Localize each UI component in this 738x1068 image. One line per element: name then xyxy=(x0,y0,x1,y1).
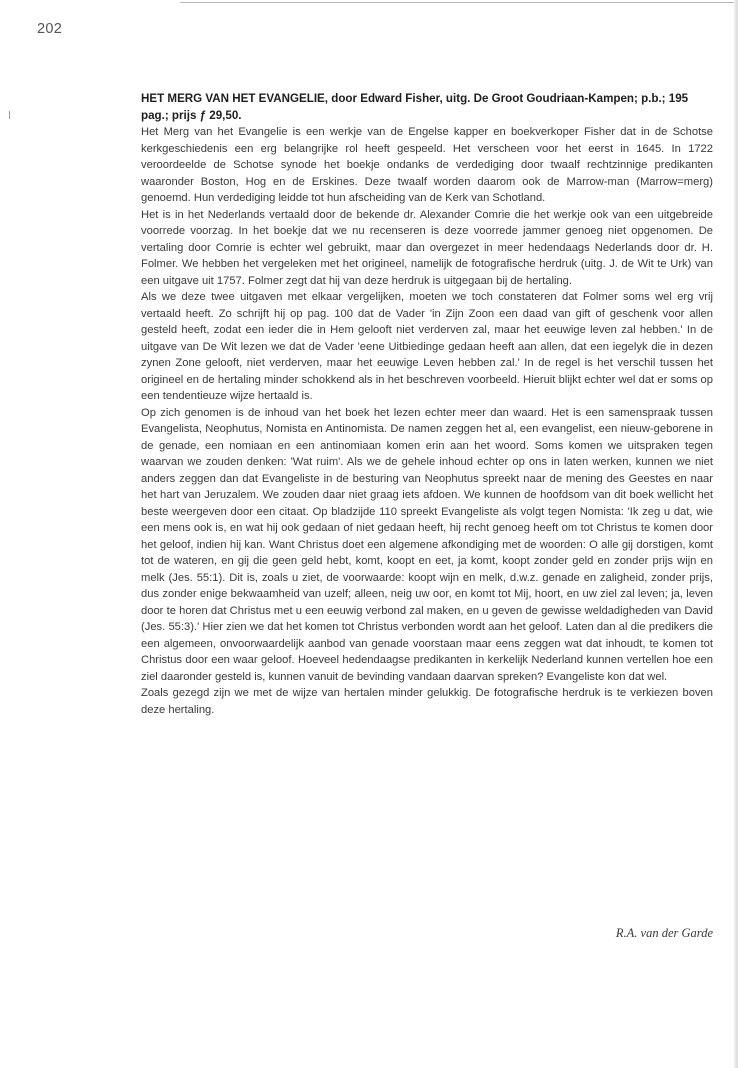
review-paragraph-1: Het Merg van het Evangelie is een werkje van de Engelse kapper en boekverkoper Fisher dat in de Schotse kerkgeschiedenis een erg belangrijke rol heeft gespeeld. Het verscheen voor het eerst in 1645. In 1722 veroordeelde de Schotse synode het boekje ondanks de verdediging door twaalf rechtzinnige predikanten waaronder Boston, Hog en de Erskines. Deze twaalf worden daarom ook de Marrow-man (Marrow=merg) genoemd. Hun verdediging leidde tot hun afscheiding van de Kerk van Schotland. xyxy=(141,126,713,204)
page-edge-shadow xyxy=(734,0,738,1068)
review-paragraph-2: Het is in het Nederlands vertaald door de bekende dr. Alexander Comrie die het werkje ook van een uitgebreide voorrede voorzag. In het boekje dat we nu recenseren is deze voorrede jammer genoeg niet opgenomen. De vertaling door Comrie is echter wel gebruikt, maar dan overgezet in meer hedendaags Nederlands door dr. H. Folmer. We hebben het vergeleken met het origineel, namelijk de fotografische herdruk (uitg. J. de Wit te Urk) van een uitgave uit 1757. Folmer zegt dat hij van deze herdruk is uitgegaan bij de hertaling. xyxy=(141,208,713,287)
review-paragraph-5: Zoals gezegd zijn we met de wijze van hertalen minder gelukkig. De fotografische herdruk is te verkiezen boven deze hertaling. xyxy=(141,687,713,716)
book-review xyxy=(141,90,713,718)
margin-mark xyxy=(9,111,10,119)
review-paragraph-3: Als we deze twee uitgaven met elkaar vergelijken, moeten we toch constateren dat Folmer soms wel erg vrij vertaald heeft. Zo schrijft hij op pag. 100 dat de Vader 'in Zijn Zoon een daad van gift of geschenk voor allen gesteld heeft, zodat een ieder die in Hem gelooft niet verderven zal, maar het eeuwige leven zal hebben.' In de uitgave van De Wit lezen we dat de Vader 'eene Uitbiedinge gedaan heeft aan allen, dat een iegelyk die in dezen zynen Zone gelooft, niet verderven, maar het eeuwige Leven hebben zal.' In de regel is het verschil tussen het origineel en de hertaling minder schokkend als in het beschreven voorbeeld. Hieruit blijkt echter wel dat er soms op een tendentieuze wijze hertaald is. xyxy=(141,291,713,402)
review-author-signature: R.A. van der Garde xyxy=(615,926,713,940)
page-number: 202 xyxy=(37,21,63,37)
top-rule xyxy=(180,2,738,3)
review-heading: HET MERG VAN HET EVANGELIE, door Edward Fisher, uitg. De Groot Goudriaan-Kampen; p.b.; 195 pag.; prijs ƒ 29,50. xyxy=(141,92,689,122)
review-paragraph-4: Op zich genomen is de inhoud van het boek het lezen echter meer dan waard. Het is een samenspraak tussen Evangelista, Neophutus, Nomista en Antinomista. De namen zeggen het al, een evangelist, een nieuw-geborene in de genade, een nomiaan en een antinomiaan komen erin aan het woord. Soms komen we uitspraken tegen waarvan we zouden denken: 'Wat ruim'. Als we de gehele inhoud echter op ons in laten werken, kunnen we niet anders zeggen dan dat Evangeliste in de besturing van Neophutus spreekt naar de mening des Geestes en naar het hart van Jeruzalem. We zouden daar niet graag iets afdoen. We kunnen de hoofdsom van dit boek wellicht het beste weergeven door een citaat. Op bladzijde 110 spreekt Evangeliste als volgt tegen Nomista: 'Ik zeg u dat, wie een mens ook is, en wat hij ook gedaan of niet gedaan heeft, hij recht genoeg heeft om tot Christus te komen door het geloof, indien hij kan. Want Christus doet een algemene afkondiging met de woorden: O alle gij dorstigen, komt tot de wateren, en gij die geen geld hebt, komt, koopt en eet, ja komt, koopt zonder geld en zonder prijs wijn en melk (Jes. 55:1). Dit is, zoals u ziet, de voorwaarde: koopt wijn en melk, d.w.z. genade en zaligheid, zonder prijs, dus zonder enige bekwaamheid van uzelf; alleen, neig uw oor, en komt tot Mij, hoort, en uw ziel zal leven; ja, leven door te horen dat Christus met u een eeuwig verbond zal maken, en u geven de gewisse weldadigheden van David (Jes. 55:3).' Hier zien we dat het komen tot Christus verbonden wordt aan het geloof. Laten dan al die predikers die een algemeen, onvoorwaardelijk aanbod van genade voorstaan maar eens zeggen wat dat inhoudt, te komen tot Christus door een waar geloof. Hoeveel hedendaagse predikanten in kerkelijk Nederland kunnen vertellen hoe een ziel daaronder gesteld is, kunnen vanuit de bevinding vandaan daarvan spreken? Evangeliste kon dat wel. xyxy=(141,406,713,683)
